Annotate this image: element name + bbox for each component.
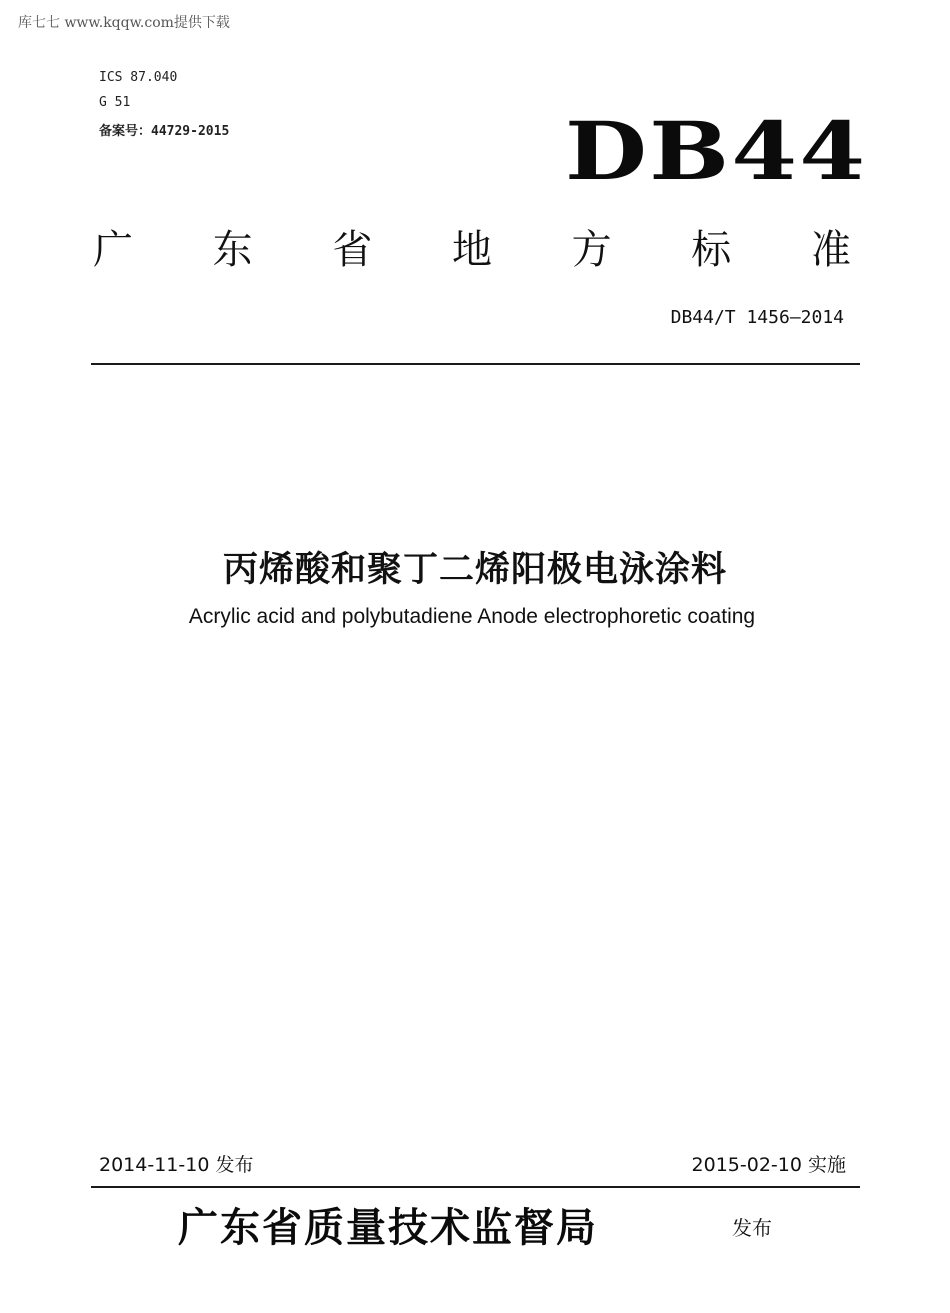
standard-type-char: 方 (571, 227, 612, 273)
standard-type-char: 准 (810, 227, 851, 273)
document-title-chinese: 丙烯酸和聚丁二烯阳极电泳涂料 (222, 550, 727, 590)
document-title-english: Acrylic acid and polybutadiene Anode electrophoretic coating (188, 605, 756, 628)
standard-type-char: 标 (691, 227, 732, 273)
record-number: 备案号：44729-2015 (99, 124, 230, 139)
db44-logo: DB44 (565, 104, 868, 198)
issue-date: 2014-11-10 发布 (99, 1154, 254, 1176)
bottom-divider (91, 1186, 860, 1188)
standard-type-char: 东 (212, 227, 253, 273)
standard-type-char: 地 (451, 227, 492, 273)
standard-type-char: 省 (332, 227, 373, 273)
ics-code: ICS 87.040 (99, 70, 178, 85)
watermark-text: 库七七 www.kqqw.com提供下载 (18, 15, 230, 31)
implementation-date: 2015-02-10 实施 (691, 1154, 846, 1176)
top-divider (91, 363, 860, 365)
category-code: G 51 (99, 95, 131, 110)
standard-code: DB44/T 1456—2014 (670, 307, 844, 328)
publisher-name: 广东省质量技术监督局 (178, 1204, 598, 1251)
publisher-suffix: 发布 (732, 1216, 772, 1240)
standard-type-char: 广 (93, 227, 133, 273)
standard-type-title (92, 218, 852, 275)
